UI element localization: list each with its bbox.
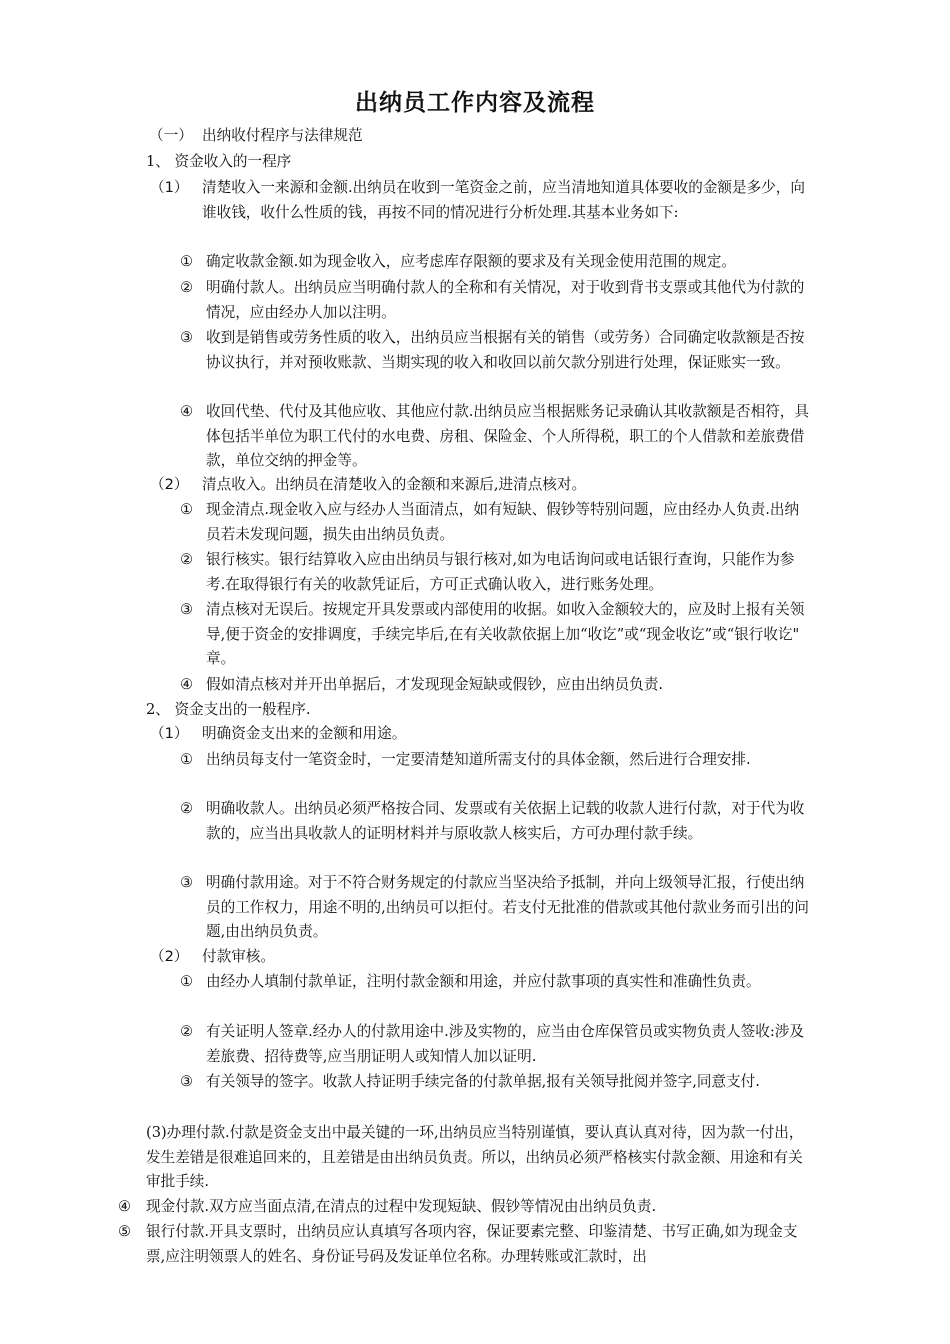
list-number: ① [180,501,194,518]
list-number: ③ [180,874,194,891]
list-number: ② [180,1023,194,1040]
list-item: 明确付款用途。对于不符合财务规定的付款应当坚决给予抵制，并向上级领导汇报，行使出纳员的工作权力，用途不明的,出纳员可以拒付。若支付无批准的借款或其他付款业务而引出的问题,由出纳员负责。 [206,874,809,940]
section-heading: 出纳收付程序与法律规范 [202,127,363,144]
list-item: 收到是销售或劳务性质的收入，出纳员应当根据有关的销售（或劳务）合同确定收款额是否按协议执行，并对预收账款、当期实现的收入和收回以前欠款分别进行处理，保证账实一致。 [206,329,805,371]
list-number: ④ [180,676,194,693]
list-number: ④ [118,1198,132,1215]
list-number: ① [180,751,194,768]
list-number: ④ [180,403,194,420]
list-number: ③ [180,1073,194,1090]
list-number: （2） [150,948,189,965]
list-number: ① [180,973,194,990]
list-number: （2） [150,476,189,493]
list-item: 明确收款人。出纳员必须严格按合同、发票或有关依据上记载的收款人进行付款，对于代为收款的，应当出具收款人的证明材料并与原收款人核实后，方可办理付款手续。 [206,800,805,842]
list-item: 有关证明人签章.经办人的付款用途中.涉及实物的，应当由仓库保管员或实物负责人签收:涉及差旅费、招待费等,应当朋证明人或知情人加以证明. [206,1023,804,1065]
list-item: 现金付款.双方应当面点清,在清点的过程中发现短缺、假钞等情况由出纳员负责. [146,1198,657,1215]
section-number: （一） [149,127,193,144]
list-number: ③ [180,329,194,346]
list-item: 出纳员每支付一笔资金时，一定要清楚知道所需支付的具体金额，然后进行合理安排. [206,751,751,768]
list-item: 假如清点核对并开出单据后，才发现现金短缺或假钞，应由出纳员负责. [206,676,664,693]
list-item: 清楚收入一来源和金额.出纳员在收到一笔资金之前，应当清地知道具体要收的金额是多少，向谁收钱，收什么性质的钱，再按不同的情况进行分析处理.其基本业务如下: [202,179,805,221]
list-item: 清点收入。出纳员在清楚收入的金额和来源后,进清点核对。 [202,476,587,493]
list-item: 确定收款金额.如为现金收入，应考虑库存限额的要求及有关现金使用范围的规定。 [206,253,737,270]
expense-heading: 2、 资金支出的一般程序. [146,701,311,718]
list-number: ③ [180,601,194,618]
list-item: 由经办人填制付款单证，注明付款金额和用途，并应付款事项的真实性和准确性负责。 [206,973,761,990]
list-number: ② [180,800,194,817]
list-item: 有关领导的签字。收款人持证明手续完备的付款单据,报有关领导批阅并签字,同意支付. [206,1073,760,1090]
list-number: （1） [150,725,189,742]
list-item: 收回代垫、代付及其他应收、其他应付款.出纳员应当根据账务记录确认其收款额是否相符，具体包括半单位为职工代付的水电费、房租、保险金、个人所得税，职工的个人借款和差旅费借款，单位交纳的押金等。 [206,403,809,469]
list-item: 明确付款人。出纳员应当明确付款人的全称和有关情况，对于收到背书支票或其他代为付款的情况，应由经办人加以注明。 [206,279,805,321]
list-item: 付款审核。 [202,948,275,965]
list-item: 明确资金支出来的金额和用途。 [202,725,407,742]
document-title: 出纳员工作内容及流程 [355,89,595,116]
list-item: 现金清点.现金收入应与经办人当面清点，如有短缺、假钞等特别问题，应由经办人负责.出纳员若未发现问题，损失由出纳员负责。 [206,501,800,543]
income-heading: 1、 资金收入的一程序 [146,153,292,170]
payment-paragraph: (3)办理付款.付款是资金支出中最关键的一环,出纳员应当特别谨慎，要认真认真对待，因为款一付出，发生差错是很难追回来的，且差错是由出纳员负责。所以，出纳员必须严格核实付款金额、用途和有关审批手续. [146,1124,804,1190]
list-item: 清点核对无误后。按规定开具发票或内部使用的收据。如收入金额较大的，应及时上报有关领导,便于资金的安排调度，手续完毕后,在有关收款依据上加“收讫”或“现金收讫”或“银行收讫" 章。 [206,601,805,667]
list-number: ② [180,279,194,296]
list-item: 银行付款.开具支票时，出纳员应认真填写各项内容，保证要素完整、印鉴清楚、书写正确,如为现金支票,应注明领票人的姓名、身份证号码及发证单位名称。办理转账或汇款时，出 [146,1223,798,1265]
list-number: （1） [150,179,189,196]
list-item: 银行核实。银行结算收入应由出纳员与银行核对,如为电话询问或电话银行查询，只能作为参考.在取得银行有关的收款凭证后，方可正式确认收入，进行账务处理。 [206,551,795,593]
list-number: ⑤ [118,1223,132,1240]
list-number: ① [180,253,194,270]
list-number: ② [180,551,194,568]
